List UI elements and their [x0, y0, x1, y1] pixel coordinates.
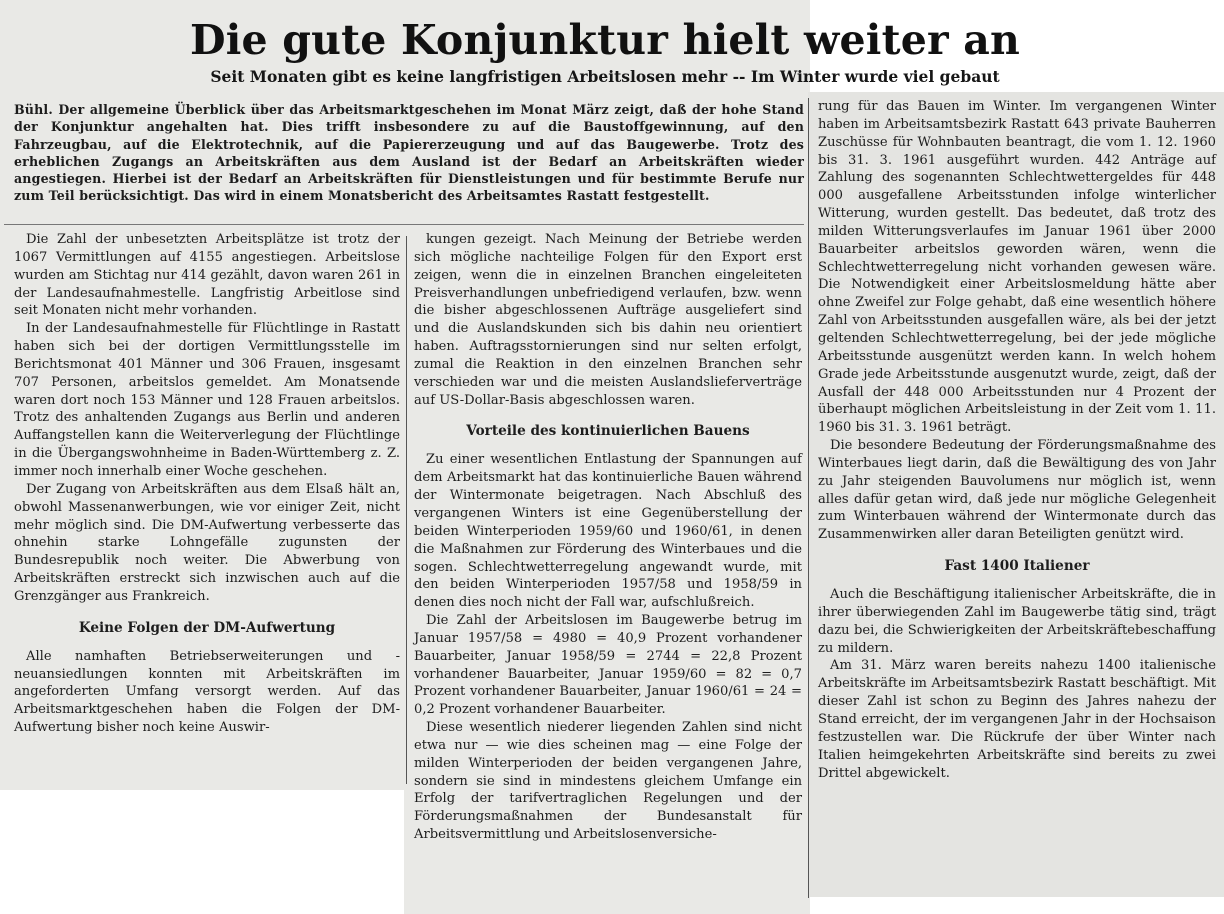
article-column-2 — [414, 231, 802, 844]
paragraph: Auch die Beschäftigung italienischer Arbeitskräfte, die in ihrer überwiegenden Zahl im Baugewerbe tätig sind, trägt dazu bei, die Schwierigkeiten der Arbeitskräftebeschaffung zu mildern. — [818, 587, 1216, 656]
section-heading: Keine Folgen der DM-Aufwertung — [78, 619, 336, 636]
paragraph: Diese wesentlich niederer liegenden Zahlen sind nicht etwa nur — wie dies scheinen mag — eine Folge der milden Winterperioden der beiden vergangenen Jahre, sondern sie sind in mindestens gleichem Umfange ein Erfolg der tarifvertraglichen Regelungen und der Förderungsmaßnahmen der Bundesanstalt für Arbeitsvermittlung und Arbeitslosenversiche- — [414, 720, 802, 843]
article-column-1 — [14, 231, 400, 737]
article-column-3 — [818, 98, 1216, 782]
paragraph: Die besondere Bedeutung der Förderungsmaßnahme des Winterbaues liegt darin, daß die Bewältigung des von Jahr zu Jahr steigenden Bauvolumens nur möglich ist, wenn alles dafür getan wird, daß jede nur mögliche Gelegenheit zum Winterbauen während der Wintermonate durch das Zusammenwirken aller daran Beteiligten genützt wird. — [818, 438, 1216, 543]
paragraph: Zu einer wesentlichen Entlastung der Spannungen auf dem Arbeitsmarkt hat das kontinuierliche Bauen während der Wintermonate beigetragen. Nach Abschluß des vergangenen Winters ist eine Gegenüberstellung der beiden Winterperioden 1959/60 und 1960/61, in denen die Maßnahmen zur Förderung des Winterbaues und die sogen. Schlechtwetterregelung angewandt wurde, mit den beiden Winterperioden 1957/58 und 1958/59 in denen dies noch nicht der Fall war, aufschlußreich. — [414, 452, 802, 611]
section-heading: Vorteile des kontinuierlichen Bauens — [466, 423, 750, 440]
column-divider-2 — [808, 98, 809, 898]
section-heading: Fast 1400 Italiener — [944, 558, 1090, 575]
column-divider-1 — [406, 236, 407, 784]
article-lead: Bühl. Der allgemeine Überblick über das Arbeitsmarktgeschehen im Monat März zeigt, daß der hohe Stand der Konjunktur angehalten hat. Dies trifft insbesondere zu auf die Baustoffgewinnung, auf den Fahrzeugbau, auf die Elektrotechnik, auf die Papiererzeugung und auf das Baugewerbe. Trotz des erheblichen Zugangs an Arbeitskräften aus dem Ausland ist der Bedarf an Arbeitskräften wieder angestiegen. Hierbei ist der Bedarf an Arbeitskräften für Dienstleistungen und für bestimmte Berufe nur zum Teil berücksichtigt. Das wird in einem Monatsbericht des Arbeitsamtes Rastatt festgestellt. — [14, 102, 804, 204]
paragraph: Alle namhaften Betriebserweiterungen und -neuansiedlungen konnten mit Arbeitskräften im angeforderten Umfang versorgt werden. Auf das Arbeitsmarktgeschehen haben die Folgen der DM-Aufwertung bisher noch keine Auswir- — [14, 648, 400, 736]
paragraph: rung für das Bauen im Winter. Im vergangenen Winter haben im Arbeitsamtsbezirk Rastatt 643 private Bauherren Zuschüsse für Wohnbauten beantragt, die vom 1. 12. 1960 bis 31. 3. 1961 ausgeführt wurden. 442 Anträge auf Zahlung des sogenannten Schlechtwettergeldes für 448 000 ausgefallene Arbeitsstunden infolge winterlicher Witterung, wurden gestellt. Das bedeutet, daß trotz des milden Witterungsverlaufes im Januar 1961 über 2000 Bauarbeiter arbeitslos geworden wären, wenn die Schlechtwetterregelung nicht vorhanden gewesen wäre. Die Notwendigkeit einer Arbeitslosmeldung hätte aber ohne Zweifel zur Folge gehabt, daß eine wesentlich höhere Zahl von Arbeitsstunden ausgefallen wäre, als bei der jetzt geltenden Schlechtwetterregelung, bei der jede mögliche Arbeitsstunde ausgenützt werden kann. In welch hohem Grade jede Arbeitsstunde ausgenutzt wurde, zeigt, daß der Ausfall der 448 000 Arbeitsstunden nur 4 Prozent der überhaupt möglichen Arbeitsleistung in der Zeit vom 1. 11. 1960 bis 31. 3. 1961 beträgt. — [818, 99, 1216, 436]
article-headline: Die gute Konjunktur hielt weiter an — [189, 16, 1021, 64]
paragraph: In der Landesaufnahmestelle für Flüchtlinge in Rastatt haben sich bei der dortigen Vermittlungsstelle im Berichtsmonat 401 Männer und 306 Frauen, insgesamt 707 Personen, arbeitslos gemeldet. Am Monatsende waren dort noch 153 Männer und 128 Frauen arbeitslos. Trotz des anhaltenden Zugangs aus Berlin und anderen Auffangstellen kann die Weiterverlegung der Flüchtlinge in die Übergangswohnheime in Baden-Württemberg z. Z. immer noch innerhalb einer Woche geschehen. — [14, 321, 400, 479]
lead-divider — [4, 224, 804, 225]
paragraph: Die Zahl der Arbeitslosen im Baugewerbe betrug im Januar 1957/58 = 4980 = 40,9 Prozent vorhandener Bauarbeiter, Januar 1958/59 = 2744 = 22,8 Prozent vorhandener Bauarbeiter, Januar 1959/60 = 82 = 0,7 Prozent vorhandener Bauarbeiter, Januar 1960/61 = 24 = 0,2 Prozent vorhandener Bauarbeiter. — [414, 613, 802, 718]
paragraph: kungen gezeigt. Nach Meinung der Betriebe werden sich mögliche nachteilige Folgen für den Export erst zeigen, wenn die in einzelnen Branchen eingeleiteten Preisverhandlungen unbefriedigend verlaufen, bzw. wenn die bisher abgeschlossenen Aufträge ausgeliefert sind und die Auslandskunden sich bis dahin neu orientiert haben. Auftragsstornierungen sind nur selten erfolgt, zumal die Reaktion in den einzelnen Branchen sehr verschieden war und die meisten Auslandslieferverträge auf US-Dollar-Basis abgeschlossen waren. — [414, 232, 802, 408]
article-subheadline: Seit Monaten gibt es keine langfristigen Arbeitslosen mehr -- Im Winter wurde viel gebaut — [210, 67, 1000, 86]
paragraph: Der Zugang von Arbeitskräften aus dem Elsaß hält an, obwohl Massenanwerbungen, wie vor einiger Zeit, nicht mehr möglich sind. Die DM-Aufwertung verbesserte das ohnehin starke Lohngefälle zugunsten der Bundesrepublik noch weiter. Die Abwerbung von Arbeitskräften erstreckt sich inzwischen auch auf die Grenzgänger aus Frankreich. — [14, 481, 400, 604]
paragraph: Am 31. März waren bereits nahezu 1400 italienische Arbeitskräfte im Arbeitsamtsbezirk Rastatt beschäftigt. Mit dieser Zahl ist schon zu Beginn des Jahres nahezu der Stand erreicht, der im vergangenen Jahr in der Hochsaison festzustellen war. Die Rückrufe der über Winter nach Italien heimgekehrten Arbeitskräfte sind bereits zu zwei Drittel abgewickelt. — [818, 658, 1216, 781]
paragraph: Die Zahl der unbesetzten Arbeitsplätze ist trotz der 1067 Vermittlungen auf 4155 angestiegen. Arbeitslose wurden am Stichtag nur 414 gezählt, davon waren 261 in der Landesaufnahmestelle. Langfristig Arbeitlose sind seit Monaten nicht mehr vorhanden. — [14, 232, 400, 319]
